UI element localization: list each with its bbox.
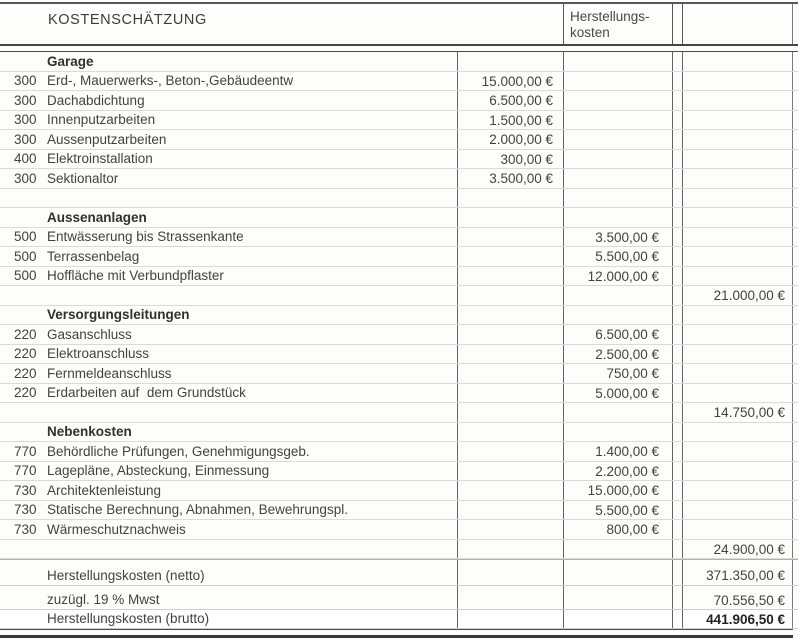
amount-col1-cell bbox=[458, 286, 564, 305]
item-row bbox=[0, 345, 798, 365]
section-label: Nebenkosten bbox=[47, 424, 132, 440]
amount-col2-cell bbox=[564, 72, 673, 91]
description-cell bbox=[0, 72, 458, 91]
cost-group-number: 730 bbox=[14, 502, 37, 518]
description-cell bbox=[0, 286, 458, 305]
section-row-aussenanlagen bbox=[0, 208, 798, 228]
amount-col2-cell: 2.500,00 € bbox=[564, 345, 673, 364]
cost-group-number: 300 bbox=[14, 92, 37, 108]
amount-col1-cell bbox=[458, 384, 564, 403]
cost-group-number: 500 bbox=[14, 248, 37, 264]
total-cell bbox=[683, 52, 793, 71]
header-description-cell bbox=[0, 4, 564, 44]
amount-col2-cell bbox=[564, 566, 673, 585]
amount-col1-cell bbox=[458, 345, 564, 364]
item-row bbox=[0, 325, 798, 345]
item-row bbox=[0, 130, 798, 150]
total-cell bbox=[683, 501, 793, 520]
table-header-row bbox=[0, 4, 798, 44]
item-label: Elektroinstallation bbox=[47, 151, 153, 167]
amount-col2-cell: 750,00 € bbox=[564, 364, 673, 383]
amount-col1-cell bbox=[458, 442, 564, 461]
spacer-cell bbox=[673, 228, 683, 247]
description-cell bbox=[0, 462, 458, 481]
section-label: Garage bbox=[47, 53, 94, 69]
item-label: Dachabdichtung bbox=[47, 92, 145, 108]
amount-col1-cell bbox=[458, 610, 564, 628]
amount-col2-cell bbox=[564, 306, 673, 325]
cost-group-number: 300 bbox=[14, 112, 37, 128]
spacer-cell bbox=[673, 364, 683, 383]
description-cell bbox=[0, 130, 458, 149]
summary-row-brutto bbox=[0, 610, 798, 629]
separator-row bbox=[0, 559, 798, 566]
total-cell bbox=[683, 247, 793, 266]
spacer-cell bbox=[673, 403, 683, 422]
header-double-rule bbox=[0, 44, 798, 52]
amount-col2-cell bbox=[564, 540, 673, 559]
total-cell bbox=[683, 189, 793, 208]
description-cell bbox=[0, 306, 458, 325]
amount-col1-cell bbox=[458, 189, 564, 208]
item-label: Aussenputzarbeiten bbox=[47, 131, 167, 147]
item-row bbox=[0, 72, 798, 92]
description-cell bbox=[0, 228, 458, 247]
spacer-cell bbox=[673, 189, 683, 208]
spacer-cell bbox=[673, 247, 683, 266]
subtotal-row bbox=[0, 286, 798, 306]
item-label: Innenputzarbeiten bbox=[47, 112, 156, 128]
item-row bbox=[0, 228, 798, 248]
cost-group-number: 730 bbox=[14, 521, 37, 537]
table-bottom-double-rule bbox=[0, 629, 793, 638]
header-total-cell bbox=[683, 4, 793, 44]
spacer-cell bbox=[673, 610, 683, 628]
amount-col2-cell: 5.500,00 € bbox=[564, 501, 673, 520]
item-label: Behördliche Prüfungen, Genehmigungsgeb. bbox=[47, 443, 310, 459]
spacer-cell bbox=[673, 423, 683, 442]
amount-col2-cell: 15.000,00 € bbox=[564, 481, 673, 500]
amount-col2-cell: 12.000,00 € bbox=[564, 267, 673, 286]
total-cell bbox=[683, 325, 793, 344]
cost-group-number: 300 bbox=[14, 170, 37, 186]
description-cell bbox=[0, 267, 458, 286]
total-cell bbox=[683, 91, 793, 110]
header-spacer-cell bbox=[673, 4, 683, 44]
item-label: Terrassenbelag bbox=[47, 248, 140, 264]
item-label: Lagepläne, Absteckung, Einmessung bbox=[47, 463, 270, 479]
total-cell bbox=[683, 442, 793, 461]
amount-col1-cell: 300,00 € bbox=[458, 150, 564, 169]
amount-col2-cell: 1.400,00 € bbox=[564, 442, 673, 461]
spacer-cell bbox=[673, 91, 683, 110]
description-cell bbox=[0, 345, 458, 364]
spacer-cell bbox=[673, 481, 683, 500]
spacer-cell bbox=[673, 130, 683, 149]
amount-col1-cell: 2.000,00 € bbox=[458, 130, 564, 149]
spacer-cell bbox=[673, 72, 683, 91]
amount-col2-cell: 5.500,00 € bbox=[564, 247, 673, 266]
total-cell bbox=[683, 208, 793, 227]
item-label: Hoffläche mit Verbundpflaster bbox=[47, 268, 224, 284]
description-cell bbox=[0, 52, 458, 71]
amount-col1-cell bbox=[458, 247, 564, 266]
amount-col1-cell bbox=[458, 208, 564, 227]
section-row-nebenkosten bbox=[0, 423, 798, 443]
spacer-cell bbox=[673, 540, 683, 559]
description-cell bbox=[0, 150, 458, 169]
item-label: Statische Berechnung, Abnahmen, Bewehrungspl. bbox=[47, 502, 348, 518]
amount-col2-cell: 6.500,00 € bbox=[564, 325, 673, 344]
amount-col1-cell: 15.000,00 € bbox=[458, 72, 564, 91]
cost-group-number: 770 bbox=[14, 463, 37, 479]
column-header-line2: kosten bbox=[570, 25, 610, 40]
spacer-cell bbox=[673, 208, 683, 227]
item-label: Gasanschluss bbox=[47, 326, 132, 342]
spacer-cell bbox=[673, 462, 683, 481]
cost-group-number: 770 bbox=[14, 443, 37, 459]
item-row bbox=[0, 111, 798, 131]
description-cell bbox=[0, 325, 458, 344]
description-cell bbox=[0, 501, 458, 520]
amount-col2-cell bbox=[564, 423, 673, 442]
item-row bbox=[0, 384, 798, 404]
brutto-amount: 441.906,50 € bbox=[683, 610, 793, 628]
summary-row-netto bbox=[0, 566, 798, 586]
item-label: Erdarbeiten auf dem Grundstück bbox=[47, 385, 246, 401]
item-row bbox=[0, 267, 798, 287]
total-cell bbox=[683, 72, 793, 91]
summary-label: Herstellungskosten (netto) bbox=[47, 567, 205, 583]
cost-group-number: 300 bbox=[14, 131, 37, 147]
total-cell bbox=[683, 169, 793, 188]
amount-col2-cell bbox=[564, 91, 673, 110]
spacer-cell bbox=[673, 169, 683, 188]
amount-col1-cell bbox=[458, 403, 564, 422]
description-cell bbox=[0, 591, 458, 609]
subtotal-row bbox=[0, 540, 798, 560]
description-cell bbox=[0, 403, 458, 422]
item-row bbox=[0, 247, 798, 267]
amount-col2-cell bbox=[564, 169, 673, 188]
spacer-cell bbox=[673, 566, 683, 585]
summary-row-mwst bbox=[0, 591, 798, 610]
spacer-cell bbox=[673, 111, 683, 130]
total-cell bbox=[683, 364, 793, 383]
description-cell bbox=[0, 111, 458, 130]
spacer-cell bbox=[673, 442, 683, 461]
spacer-cell bbox=[673, 501, 683, 520]
item-label: Wärmeschutznachweis bbox=[47, 521, 186, 537]
subtotal-amount: 24.900,00 € bbox=[683, 540, 793, 559]
description-cell bbox=[0, 169, 458, 188]
spacer-cell bbox=[673, 52, 683, 71]
amount-col2-cell bbox=[564, 111, 673, 130]
item-label: Fernmeldeanschluss bbox=[47, 365, 172, 381]
description-cell bbox=[0, 566, 458, 585]
cost-group-number: 400 bbox=[14, 151, 37, 167]
total-cell bbox=[683, 228, 793, 247]
spacer-cell bbox=[673, 345, 683, 364]
description-cell bbox=[0, 610, 458, 628]
description-cell bbox=[0, 540, 458, 559]
amount-col2-cell bbox=[564, 208, 673, 227]
description-cell bbox=[0, 423, 458, 442]
description-cell bbox=[0, 247, 458, 266]
total-cell bbox=[683, 111, 793, 130]
item-label: Entwässerung bis Strassenkante bbox=[47, 229, 244, 245]
item-row bbox=[0, 150, 798, 170]
amount-col1-cell bbox=[458, 267, 564, 286]
amount-col2-cell: 5.000,00 € bbox=[564, 384, 673, 403]
cost-group-number: 300 bbox=[14, 73, 37, 89]
amount-col1-cell bbox=[458, 228, 564, 247]
description-cell bbox=[0, 91, 458, 110]
total-cell bbox=[683, 423, 793, 442]
spacer-cell bbox=[673, 286, 683, 305]
total-cell bbox=[683, 462, 793, 481]
amount-col1-cell bbox=[458, 325, 564, 344]
total-cell bbox=[683, 481, 793, 500]
spacer-cell bbox=[673, 520, 683, 539]
section-label: Aussenanlagen bbox=[47, 209, 147, 225]
cost-estimate-document bbox=[0, 2, 798, 627]
amount-col2-cell bbox=[564, 286, 673, 305]
amount-col2-cell bbox=[564, 130, 673, 149]
amount-col2-cell bbox=[564, 52, 673, 71]
amount-col1-cell bbox=[458, 591, 564, 609]
amount-col1-cell bbox=[458, 481, 564, 500]
total-cell bbox=[683, 520, 793, 539]
item-label: Erd-, Mauerwerks-, Beton-,Gebäudeentw bbox=[47, 73, 294, 89]
header-herstellungskosten-cell bbox=[564, 4, 673, 44]
amount-col1-cell bbox=[458, 423, 564, 442]
amount-col2-cell bbox=[564, 591, 673, 609]
total-cell bbox=[683, 384, 793, 403]
spacer-cell bbox=[673, 591, 683, 609]
column-header-line1: Herstellungs- bbox=[570, 9, 650, 24]
description-cell bbox=[0, 481, 458, 500]
amount-col2-cell bbox=[564, 403, 673, 422]
item-label: Sektionaltor bbox=[47, 170, 119, 186]
cost-group-number: 500 bbox=[14, 268, 37, 284]
item-label: Elektroanschluss bbox=[47, 346, 150, 362]
description-cell bbox=[0, 208, 458, 227]
amount-col2-cell: 2.200,00 € bbox=[564, 462, 673, 481]
total-cell bbox=[683, 130, 793, 149]
description-cell bbox=[0, 364, 458, 383]
cost-group-number: 500 bbox=[14, 229, 37, 245]
cost-group-number: 220 bbox=[14, 346, 37, 362]
amount-col1-cell bbox=[458, 52, 564, 71]
item-row bbox=[0, 364, 798, 384]
spacer-cell bbox=[673, 384, 683, 403]
summary-label: Herstellungskosten (brutto) bbox=[47, 611, 210, 626]
total-cell bbox=[683, 267, 793, 286]
amount-col1-cell bbox=[458, 520, 564, 539]
page-title: KOSTENSCHÄTZUNG bbox=[48, 12, 207, 28]
section-row-versorgungsleitungen bbox=[0, 306, 798, 326]
amount-col2-cell: 800,00 € bbox=[564, 520, 673, 539]
amount-col2-cell: 3.500,00 € bbox=[564, 228, 673, 247]
amount-col1-cell bbox=[458, 462, 564, 481]
item-row bbox=[0, 481, 798, 501]
amount-col1-cell bbox=[458, 540, 564, 559]
amount-col1-cell bbox=[458, 306, 564, 325]
amount-col1-cell: 6.500,00 € bbox=[458, 91, 564, 110]
cost-group-number: 730 bbox=[14, 482, 37, 498]
spacer-cell bbox=[673, 325, 683, 344]
amount-col2-cell bbox=[564, 610, 673, 628]
amount-col1-cell bbox=[458, 364, 564, 383]
description-cell bbox=[0, 442, 458, 461]
amount-col1-cell: 1.500,00 € bbox=[458, 111, 564, 130]
subtotal-row bbox=[0, 403, 798, 423]
item-row bbox=[0, 462, 798, 482]
item-label: Architektenleistung bbox=[47, 482, 162, 498]
subtotal-amount: 14.750,00 € bbox=[683, 403, 793, 422]
item-row bbox=[0, 442, 798, 462]
spacer-cell bbox=[673, 306, 683, 325]
cost-group-number: 220 bbox=[14, 365, 37, 381]
total-cell bbox=[683, 150, 793, 169]
spacer-cell bbox=[673, 150, 683, 169]
amount-col1-cell bbox=[458, 566, 564, 585]
item-row bbox=[0, 91, 798, 111]
section-label: Versorgungsleitungen bbox=[47, 307, 190, 323]
amount-col1-cell: 3.500,00 € bbox=[458, 169, 564, 188]
total-cell bbox=[683, 306, 793, 325]
netto-amount: 371.350,00 € bbox=[683, 566, 793, 585]
blank-row bbox=[0, 189, 798, 209]
item-row bbox=[0, 169, 798, 189]
cost-group-number: 220 bbox=[14, 385, 37, 401]
amount-col1-cell bbox=[458, 501, 564, 520]
description-cell bbox=[0, 189, 458, 208]
amount-col2-cell bbox=[564, 189, 673, 208]
item-row bbox=[0, 501, 798, 521]
cost-group-number: 220 bbox=[14, 326, 37, 342]
mwst-amount: 70.556,50 € bbox=[683, 591, 793, 609]
total-cell bbox=[683, 345, 793, 364]
item-row bbox=[0, 520, 798, 540]
description-cell bbox=[0, 384, 458, 403]
description-cell bbox=[0, 520, 458, 539]
spacer-cell bbox=[673, 267, 683, 286]
amount-col2-cell bbox=[564, 150, 673, 169]
section-row-garage bbox=[0, 52, 798, 72]
subtotal-amount: 21.000,00 € bbox=[683, 286, 793, 305]
summary-label: zuzügl. 19 % Mwst bbox=[47, 592, 160, 607]
